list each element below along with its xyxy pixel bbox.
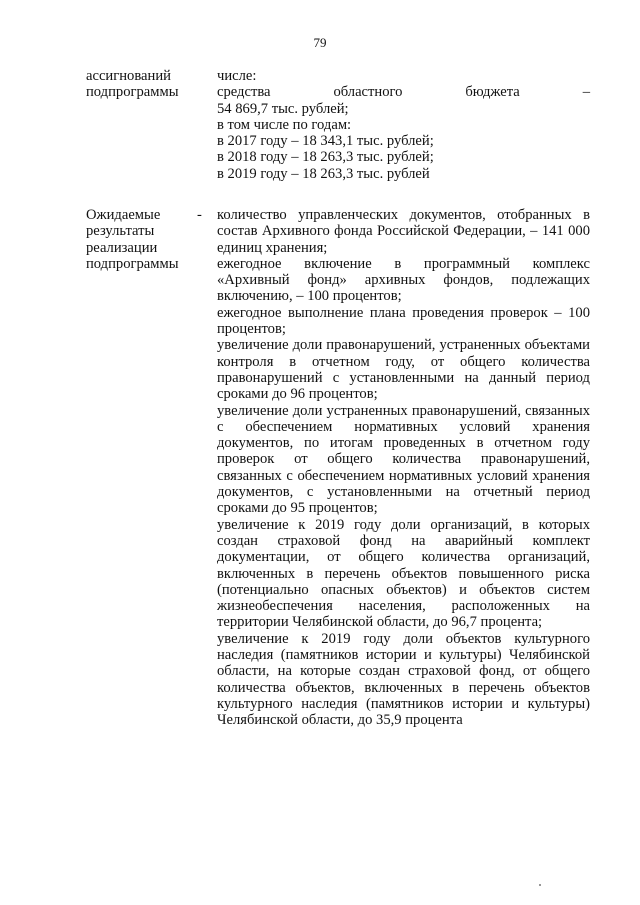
section1-line: в 2018 году – 18 263,3 тыс. рублей; (217, 149, 434, 166)
section2-label-line: результаты (86, 223, 155, 240)
result-item: увеличение доли устраненных правонарушений, связанных с обеспечением нормативных условий хранения документов, по итогам проведенных в отчетном году проверок от общего количества правонарушений, связанных с обеспечением нормативных условий хранения документов, с установленными на отчетный период сроками до 95 процентов; (217, 402, 590, 517)
result-item: ежегодное включение в программный комплекс «Архивный фонд» архивных фондов, подлежащих включению, – 100 процентов; (217, 255, 590, 305)
scan-speck (539, 884, 541, 886)
result-item: увеличение к 2019 году доли объектов культурного наследия (памятников истории и культуры) Челябинской области, на которые создан страховой фонд, от общего количества объектов, включенных в перечень объектов культурного наследия (памятников истории и культуры) Челябинской области, до 35,9 процента (217, 630, 590, 729)
page-number: 79 (313, 35, 327, 50)
section1-label-line: ассигнований (86, 68, 171, 84)
result-item: ежегодное выполнение плана проведения проверок – 100 процентов; (217, 304, 590, 338)
section1-line: в 2019 году – 18 263,3 тыс. рублей (217, 165, 430, 182)
section2-dash: - (197, 207, 202, 223)
section1-line: в том числе по годам: (217, 116, 352, 133)
section2-label-line: Ожидаемые (86, 207, 161, 223)
section1-line: в 2017 году – 18 343,1 тыс. рублей; (217, 133, 434, 150)
section1-line: 54 869,7 тыс. рублей; (217, 100, 349, 117)
result-item: увеличение к 2019 году доли организаций, в которых создан страховой фонд на аварийный комплект документации, от общего количества организаций, включенных в перечень объектов повышенного риска (потенциально опасных объектов) и объектов систем жизнеобеспечения населения, расположенных на территории Челябинской области, до 96,7 процента; (217, 516, 590, 631)
section1-line: числе: (217, 68, 257, 84)
section2-label-line: реализации (86, 239, 158, 256)
section1-line: средства областного бюджета – (217, 84, 590, 101)
section1-content (217, 68, 590, 182)
section2-content (217, 207, 590, 729)
section1-label-line: подпрограммы (86, 84, 179, 101)
section1-label (86, 68, 196, 101)
section2-label (86, 207, 196, 272)
section2-label-line: подпрограммы (86, 255, 179, 272)
result-item: количество управленческих документов, отобранных в состав Архивного фонда Российской Федерации, – 141 000 единиц хранения; (217, 207, 590, 256)
result-item: увеличение доли правонарушений, устраненных объектами контроля в отчетном году, от общего количества правонарушений с установленными на данный период сроками до 96 процентов; (217, 337, 590, 403)
